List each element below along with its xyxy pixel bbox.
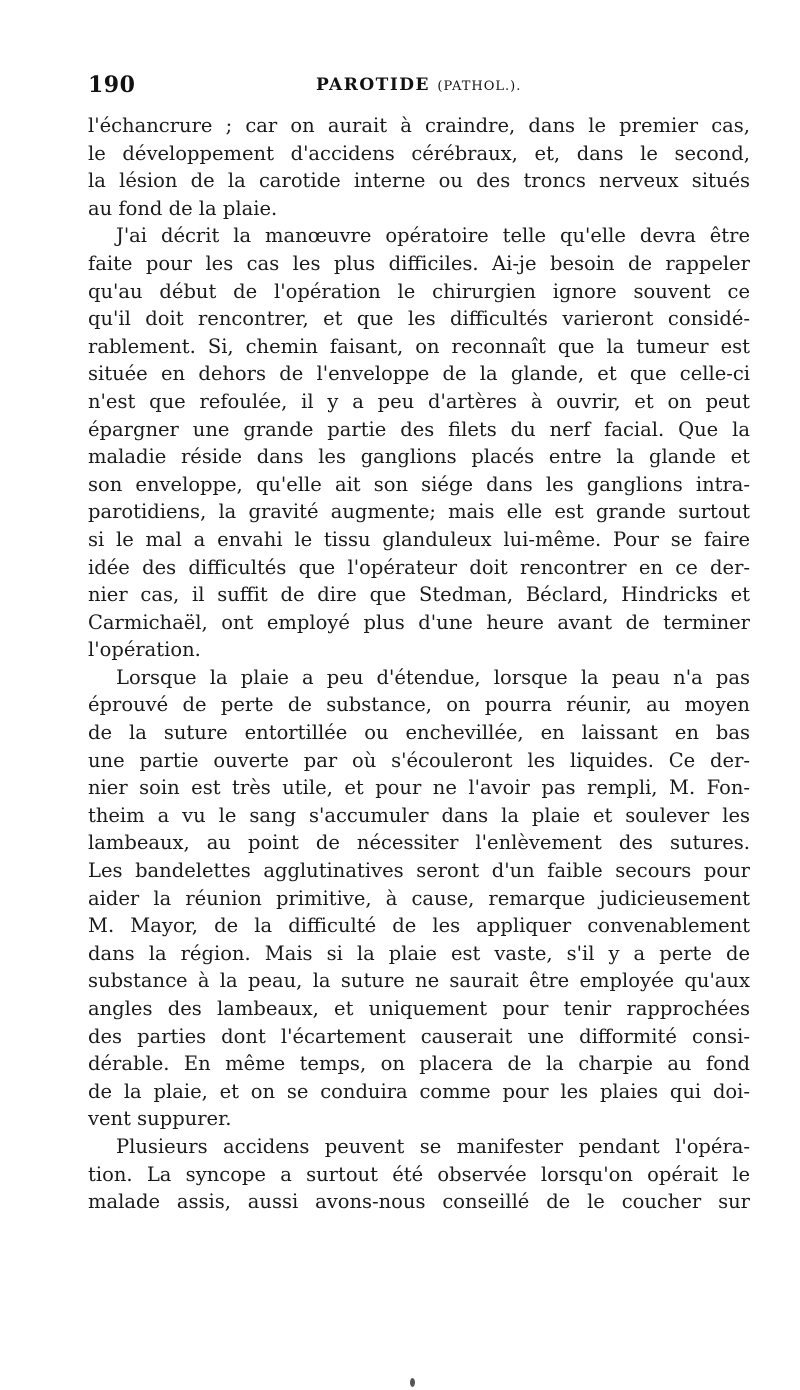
text-line: le développement d'accidens cérébraux, et, dans le second, (88, 141, 750, 165)
running-title-subtitle: (PATHOL.). (437, 79, 522, 94)
ink-speck (410, 1378, 415, 1387)
text-line: J'ai décrit la manœuvre opératoire telle qu'elle devra être (116, 224, 750, 248)
running-title (316, 75, 521, 95)
text-line: une partie ouverte par où s'écouleront les liquides. Ce der- (88, 748, 750, 772)
text-line: Plusieurs accidens peuvent se manifester pendant l'opéra- (116, 1134, 750, 1158)
text-line: la lésion de la carotide interne ou des troncs nerveux situés (88, 169, 750, 193)
page-header (88, 72, 750, 102)
paragraph (88, 664, 750, 1133)
body-text (88, 112, 750, 1216)
text-line: si le mal a envahi le tissu glanduleux lui-même. Pour se faire (88, 527, 750, 551)
text-line: nier cas, il suffit de dire que Stedman, Béclard, Hindricks et (88, 583, 750, 607)
text-line: parotidiens, la gravité augmente; mais elle est grande surtout (88, 500, 750, 524)
text-line: Carmichaël, ont employé plus d'une heure avant de terminer (88, 610, 750, 634)
text-line: qu'au début de l'opération le chirurgien ignore souvent ce (88, 279, 750, 303)
text-line: lambeaux, au point de nécessiter l'enlèvement des sutures. (88, 831, 750, 855)
text-line: qu'il doit rencontrer, et que les difficultés varieront considé- (88, 307, 750, 331)
text-line: angles des lambeaux, et uniquement pour tenir rapprochées (88, 997, 750, 1020)
text-line: Les bandelettes agglutinatives seront d'un faible secours pour (88, 859, 750, 883)
text-line: aider la réunion primitive, à cause, remarque judicieusement (88, 886, 750, 910)
text-line: faite pour les cas les plus difficiles. Ai-je besoin de rappeler (88, 251, 750, 275)
text-line: au fond de la plaie. (88, 196, 278, 220)
running-title-main: PAROTIDE (316, 75, 430, 95)
text-line: vent suppurer. (88, 1107, 232, 1131)
text-line: rablement. Si, chemin faisant, on reconnaît que la tumeur est (88, 334, 750, 358)
page-number: 190 (88, 72, 136, 98)
text-line: éprouvé de perte de substance, on pourra réunir, au moyen (88, 693, 750, 717)
text-line: nier soin est très utile, et pour ne l'avoir pas rempli, M. Fon- (88, 776, 750, 800)
paragraph (88, 112, 750, 222)
text-line: épargner une grande partie des filets du nerf facial. Que la (88, 417, 750, 441)
text-line: idée des difficultés que l'opérateur doit rencontrer en ce der- (88, 555, 750, 579)
text-line: l'opération. (88, 638, 201, 662)
text-line: Lorsque la plaie a peu d'étendue, lorsque la peau n'a pas (116, 665, 750, 689)
text-line: dérable. En même temps, on placera de la charpie au fond (88, 1052, 750, 1076)
text-line: dans la région. Mais si la plaie est vaste, s'il y a perte de (88, 941, 750, 965)
text-line: de la plaie, et on se conduira comme pour les plaies qui doi- (88, 1079, 750, 1103)
paragraph (88, 1133, 750, 1216)
text-line: son enveloppe, qu'elle ait son siége dans les ganglions intra- (88, 472, 750, 496)
paragraph (88, 222, 750, 664)
text-line: substance à la peau, la suture ne saurait être employée qu'aux (88, 969, 750, 993)
text-line: theim a vu le sang s'accumuler dans la plaie et soulever les (88, 803, 750, 827)
text-line: l'échancrure ; car on aurait à craindre, dans le premier cas, (88, 114, 750, 137)
text-line: située en dehors de l'enveloppe de la glande, et que celle-ci (88, 362, 750, 386)
text-line: n'est que refoulée, il y a peu d'artères à ouvrir, et on peut (88, 389, 750, 413)
text-line: des parties dont l'écartement causerait une difformité consi- (88, 1024, 750, 1048)
text-line: M. Mayor, de la difficulté de les appliquer convenablement (88, 914, 750, 938)
text-line: maladie réside dans les ganglions placés entre la glande et (88, 445, 750, 469)
text-line: malade assis, aussi avons-nous conseillé de le coucher sur (88, 1190, 750, 1214)
text-line: tion. La syncope a surtout été observée lorsqu'on opérait le (88, 1162, 750, 1186)
text-line: de la suture entortillée ou enchevillée, en laissant en bas (88, 721, 750, 745)
